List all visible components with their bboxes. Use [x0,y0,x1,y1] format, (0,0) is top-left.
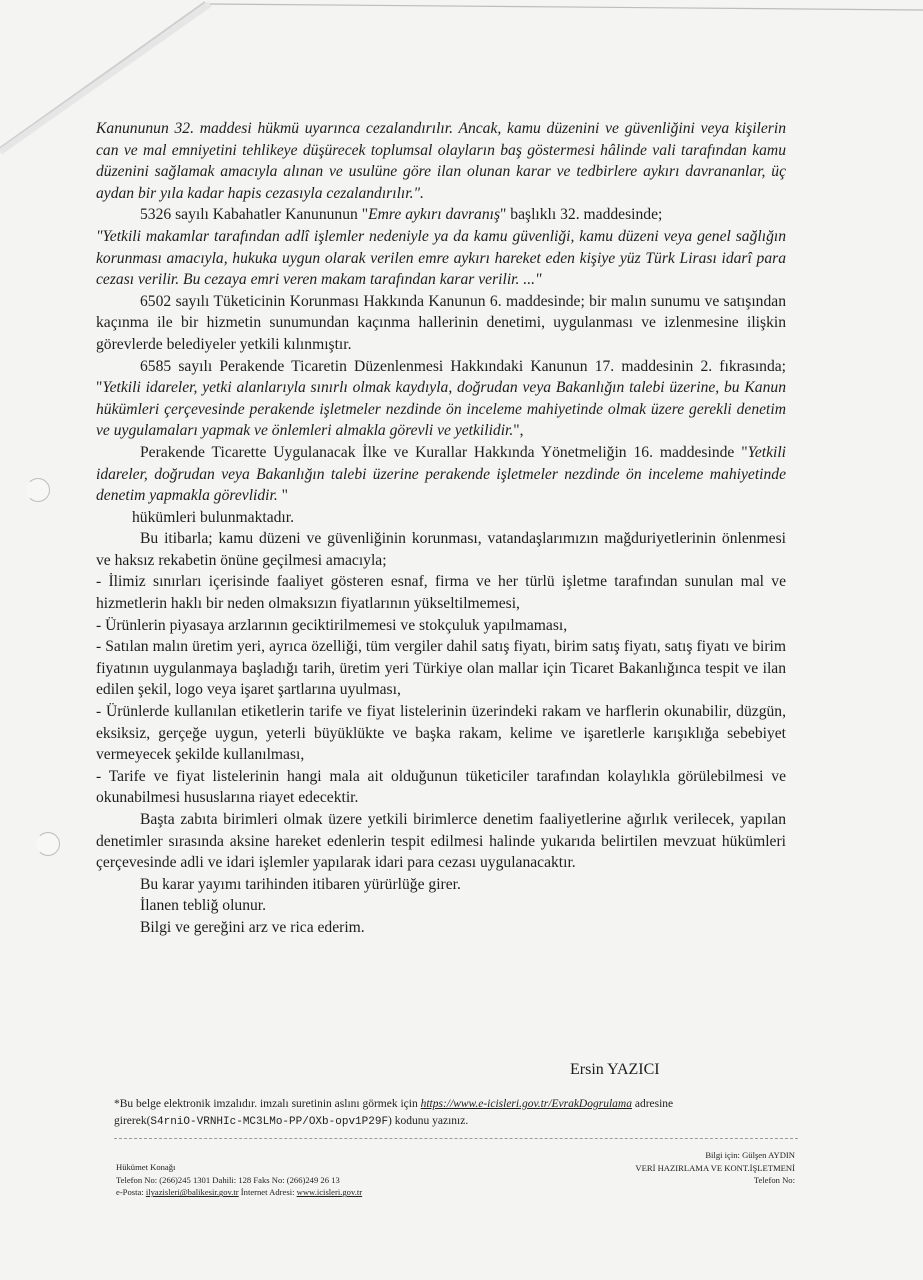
text: adresine [631,1098,674,1110]
list-item: - İlimiz sınırları içerisinde faaliyet gösteren esnaf, firma ve her türlü işletme tarafından sunulan mal ve hizmetlerin haklı bir neden olmaksızın fiyatlarının yükseltilmemesi, [96,573,786,613]
text: ) kodunu yazınız. [388,1115,469,1127]
paragraph-enforcement: Başta zabıta birimleri olmak üzere yetkili birimlerce denetim faaliyetlerine ağırlık verilecek, yapılan denetimler sırasında aksine hareket edenlerin tespit edilmesi halinde yukarıda belirtilen mevzuat hükümleri çerçevesinde adli ve idari işlemler yapılarak idari para cezası uygulanacaktır. [96,811,786,872]
note-line-2 [114,1113,794,1131]
list-item: - Satılan malın üretim yeri, ayrıca özelliği, tüm vergiler dahil satış fiyatı, birim satış fiyatı, satış fiyatı ve birim fiyatının uygulanmaya başladığı tarih, üretim yeri Türkiye olan mallar için Ticaret Bakanlığınca tespit ve ilan edilen şekil, logo veya işaret şartlarına uyulması, [96,638,786,699]
note-line-1 [114,1096,794,1113]
paragraph-misdemeanor-law [96,204,786,226]
footer-address: Hükümet Konağı [116,1162,176,1172]
paragraph-retail-law [96,356,786,442]
footer-divider [114,1138,798,1139]
text: 5326 sayılı Kabahatler Kanununun " [140,206,369,224]
text-italic: Emre aykırı davranış [368,206,501,224]
paragraph-effective-date: Bu karar yayımı tarihinden itibaren yürürlüğe girer. [140,875,461,893]
list-item: - Ürünlerin piyasaya arzlarının geciktirilmemesi ve stokçuluk yapılmaması, [96,616,568,634]
text: " başlıklı 32. maddesinde; [500,206,663,224]
paragraph-consumer-law: 6502 sayılı Tüketicinin Korunması Hakkında Kanunun 6. maddesinde; bir malın sunumu ve satışından kaçınma ile bir hizmetin sunumundan kaçınma hallerinin denetimi, uygulanması ve izlenmesine ilişkin görevlerde belediyeler yetkili kılınmıştır. [96,292,786,353]
text: ", [513,422,524,440]
verification-code: S4rniO-VRNHIc-MC3LMo-PP/OXb-opv1P29F [150,1116,389,1128]
email-link[interactable]: ilyazisleri@balikesir.gov.tr [145,1187,239,1198]
text: Perakende Ticarette Uygulanacak İlke ve Kurallar Hakkında Yönetmeliğin 16. maddesinde " [140,443,748,461]
text: girerek( [114,1115,151,1127]
text-italic: Yetkili idareler, doğrudan veya Bakanlığın talebi üzerine perakende işletmeler nezdinde ön inceleme mahiyetinde denetim yapmakla görevlidir. [96,443,786,505]
list-item: - Tarife ve fiyat listelerinin hangi mala ait olduğunun tüketiciler tarafından kolaylıkla görülebilmesi ve okunabilmesi hususlarına riayet edecektir. [96,767,786,807]
paragraph-misdemeanor-quote: "Yetkili makamlar tarafından adlî işlemler nedeniyle ya da kamu güvenliği, kamu düzeni veya genel sağlığın korunması amacıyla, hukuka uygun olarak verilen emre aykırı hareket eden kişiye yüz Türk Lirası idarî para cezası verilir. Bu cezaya emri veren makam tarafından karar verilir. ..." [96,227,786,289]
text: *Bu belge elektronik imzalıdır. imzalı suretinin aslını görmek için [114,1098,421,1110]
punch-hole-bottom [36,832,60,856]
paragraph-announcement: İlanen tebliğ olunur. [140,897,267,915]
info-department: VERİ HAZIRLAMA VE KONT.İŞLETMENİ [635,1162,795,1173]
paragraph-penal-code: Kanununun 32. maddesi hükmü uyarınca cezalandırılır. Ancak, kamu düzenini ve güvenliğini veya kişilerin can ve mal emniyetini tehlikeye düşürecek toplumsal olayların baş göstermesi hâlinde vali tarafından kamu düzenini sağlamak amacıyla alınan ve usulüne göre ilan olunan karar ve tedbirlere aykırı davrananlar, üç aydan bir yıla kadar hapis cezasıyla cezalandırılır.". [96,120,786,202]
paragraph-provisions: hükümleri bulunmaktadır. [132,508,294,526]
list-item: - Ürünlerde kullanılan etiketlerin tarife ve fiyat listelerinin üzerindeki rakam ve harflerin okunabilir, düzgün, eksiksiz, gerçeğe uygun, yeterli büyüklükte ve başka rakam, kelime ve işaretlerle karışıklığa sebebiyet vermeyecek şekilde kullanılması, [96,703,786,764]
footer-web [116,1186,536,1199]
paragraph-purpose: Bu itibarla; kamu düzeni ve güvenliğinin korunması, vatandaşlarımızın mağduriyetlerinin önlenmesi ve haksız rekabetin önüne geçilmesi amacıyla; [96,530,786,569]
footer-info [635,1149,795,1187]
punch-hole-top [26,478,50,502]
info-phone: Telefon No: [753,1175,795,1186]
e-signature-note [114,1096,794,1131]
footer-phone: Telefon No: (266)245 1301 Dahili: 128 Faks No: (266)249 26 13 [116,1174,340,1185]
signature-name: Ersin YAZICI [570,1061,660,1078]
info-contact-name: Bilgi için: Gülşen AYDIN [705,1150,795,1160]
paragraph-closing: Bilgi ve gereğini arz ve rica ederim. [140,918,365,936]
footer-contact [116,1161,536,1199]
document-body [96,118,786,939]
text: e-Posta: [116,1187,146,1198]
text: 6585 sayılı Perakende Ticaretin Düzenlenmesi Hakkındaki Kanunun 17. maddesinin 2. fıkrasında; " [96,357,786,397]
website-link[interactable]: www.icisleri.gov.tr [296,1187,363,1198]
verification-link[interactable]: https://www.e-icisleri.gov.tr/EvrakDogrulama [420,1098,632,1110]
text: " [277,487,289,505]
paragraph-retail-regulation [96,442,786,507]
text: İnternet Adresi: [238,1187,297,1198]
text-italic: Yetkili idareler, yetki alanlarıyla sınırlı olmak kaydıyla, doğrudan veya Bakanlığın talebi üzerine, bu Kanun hükümleri çerçevesinde perakende işletmeler nezdinde ön inceleme mahiyetinde olmak üzere gerekli denetim ve uygulamaları yapmak ve önlemleri almakla görevli ve yetkilidir. [96,379,786,440]
